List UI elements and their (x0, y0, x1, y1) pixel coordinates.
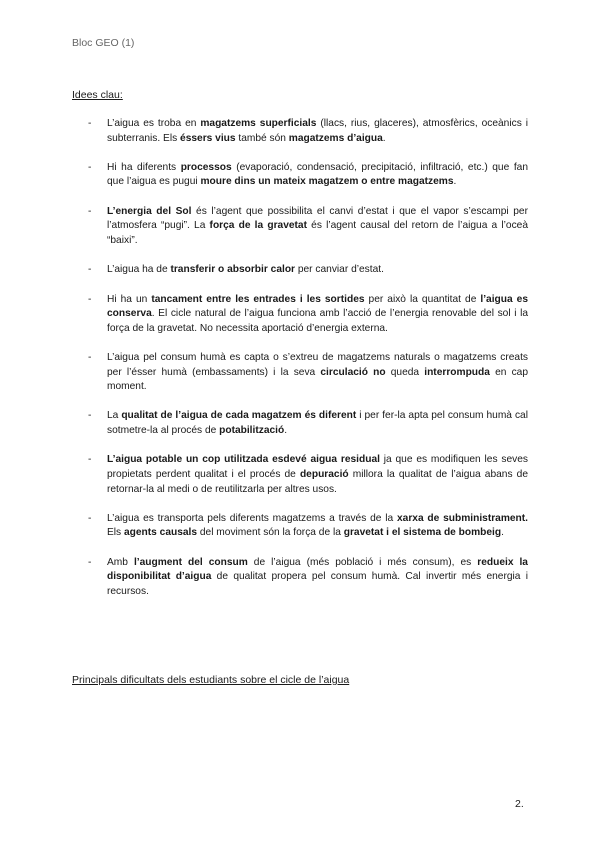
text: Hi ha un (107, 293, 152, 305)
bold-text: magatzems d’aigua (288, 132, 383, 144)
text: millora la qualitat de l’aigua abans de retornar-la al medi o de reutilitzarla per altres usos. (107, 468, 528, 495)
bold-text: circulació no (320, 366, 386, 378)
bold-text: processos (180, 161, 232, 173)
text: . El cicle natural de l’aigua funciona amb l’acció de l’energia renovable del sol i la força de la gravetat. No necessita aportació d’energia externa. (107, 308, 528, 334)
bold-text: potabilització (219, 425, 285, 437)
text: L’aigua pel consum humà es capta o s’extreu de magatzems naturals o magatzems creats per l’ésser humà (embassaments) i la seva (107, 351, 528, 378)
text: en cap moment. (107, 366, 529, 393)
text: és l’agent causal del retorn de l’aigua a l’oceà “baixi”. (107, 220, 528, 246)
list-item (72, 512, 528, 541)
bold-text: magatzems superficials (200, 118, 317, 129)
bullet-dash: - (88, 205, 92, 217)
text: ja que es modifiquen les seves propietats perdent qualitat i el procés de (107, 454, 528, 480)
text: és l’agent que possibilita el canvi d’estat i que el vapor s’escampi per l’atmosfera “pugi”. La (107, 205, 528, 232)
text: de l’aigua (més població i més consum), es (247, 556, 478, 568)
text: . (284, 425, 288, 437)
bold-text: éssers vius (180, 132, 236, 144)
bullet-dash: - (88, 264, 92, 276)
text: L’aigua es troba en (107, 118, 201, 129)
text: L’aigua es transporta pels diferents magatzems a través de la (107, 512, 397, 524)
bold-text: transferir o absorbir calor (170, 264, 296, 276)
list-item (72, 351, 528, 395)
bullet-dash: - (88, 512, 92, 524)
text: L’aigua ha de (107, 264, 171, 276)
text: i per fer-la apta pel consum humà cal sotmetre-la al procés de (107, 410, 528, 437)
bold-text: l’augment del consum (133, 556, 248, 568)
bold-text: gravetat i el sistema de bombeig (343, 527, 502, 539)
list-item (72, 161, 528, 190)
section-title-difficulties: Principals dificultats dels estudiants sobre el cicle de l’aigua (72, 674, 350, 686)
bullet-dash: - (88, 293, 92, 305)
bold-text: redueix la disponibilitat d’aigua (107, 556, 528, 583)
bullet-dash: - (88, 454, 92, 466)
bullet-dash: - (88, 351, 92, 363)
bold-text: L’aigua potable un cop utilitzada esdevé aigua residual (107, 454, 380, 466)
bullet-dash: - (88, 556, 92, 568)
text: del moviment són la força de la (197, 527, 344, 539)
list-item (72, 293, 528, 337)
list-item (72, 453, 528, 497)
bold-text: qualitat de l’aigua de cada magatzem és diferent (121, 410, 357, 422)
text: també són (235, 132, 289, 144)
list-item (72, 263, 528, 278)
bold-text: l’aigua es conserva (107, 293, 528, 320)
bold-text: L’energia del Sol (107, 205, 192, 217)
text: La (107, 410, 122, 422)
list-item (72, 117, 528, 146)
key-ideas-list (72, 117, 528, 614)
bold-text: moure dins un mateix magatzem o entre magatzems (200, 176, 454, 188)
bullet-dash: - (88, 118, 92, 129)
text: de qualitat propera pel consum humà. Cal invertir més energia i recursos. (107, 571, 529, 597)
text: . (501, 527, 504, 539)
text: per canviar d’estat. (295, 264, 384, 276)
page-header: Bloc GEO (1) (72, 37, 135, 49)
text: Hi ha diferents (107, 161, 181, 173)
list-item (72, 409, 528, 438)
text: . (453, 176, 457, 188)
list-item (72, 556, 528, 600)
text: queda (385, 366, 425, 378)
bullet-dash: - (88, 410, 92, 422)
text: per això la quantitat de (364, 293, 481, 305)
list-item (72, 205, 528, 249)
text: (evaporació, condensació, precipitació, infiltració, etc.) que fan que l’aigua es pugui (107, 161, 528, 188)
section-title-key-ideas: Idees clau: (72, 89, 123, 101)
bold-text: agents causals (123, 527, 198, 539)
page-number: 2. (515, 798, 524, 810)
bold-text: depuració (299, 468, 349, 480)
text: Els (107, 527, 124, 539)
text: (llacs, rius, glaceres), atmosfèrics, oceànics i subterranis. Els (107, 118, 528, 144)
bold-text: interrompuda (424, 366, 490, 378)
bold-text: força de la gravetat (209, 220, 307, 232)
bold-text: xarxa de subministrament. (396, 512, 529, 524)
text: Amb (107, 556, 134, 568)
bullet-dash: - (88, 161, 92, 173)
bold-text: tancament entre les entrades i les sortides (151, 293, 365, 305)
text: . (382, 132, 386, 144)
